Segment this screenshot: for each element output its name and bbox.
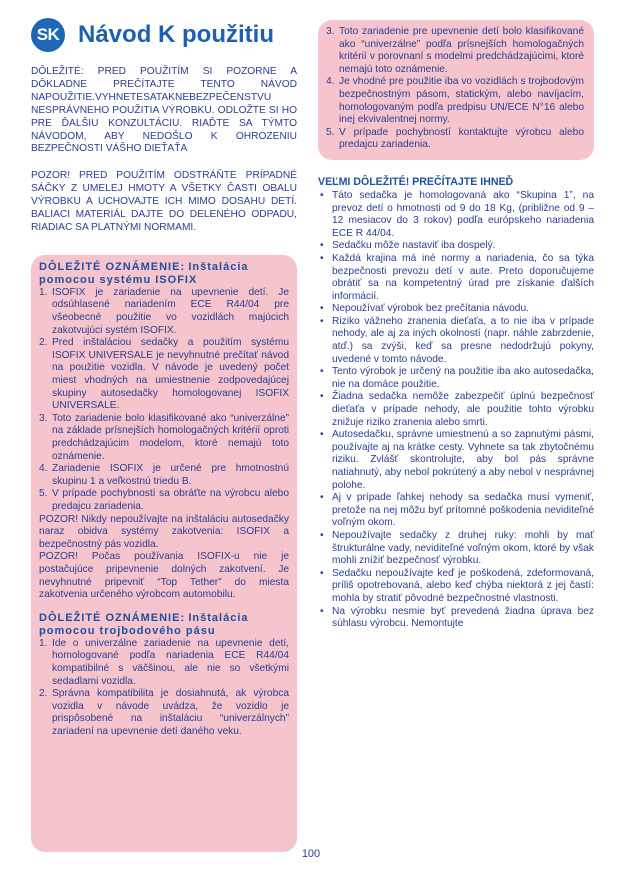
page-number: 100	[301, 848, 321, 860]
list-item: 2. Správna kompatibilita je dosiahnutá, ak výrobca vozidla v návode uvádza, že vozidlo je prispôsobené na inštaláciu “univerzálnych” zariadení na upevnenie detí daného veku.	[39, 688, 289, 737]
list-item: • Nepoužívať výrobok bez prečítania návodu.	[318, 303, 594, 316]
isofix-notice-box	[31, 255, 297, 852]
list-item: 3. Toto zariadenie bolo klasifikované ako “univerzálne” na základe prísnejších homologačných kritérií oproti predchádzajúcim modelom, ktoré nemajú toto oznámenie.	[39, 412, 289, 462]
page-title: Návod K použitiu	[78, 21, 274, 48]
list-item: • Riziko vážneho zranenia dieťaťa, a to nie iba v prípade nehody, ale aj za iných okolností (napr. náhle zabrzdenie, atď.) sa zvýši, keď sa presne nedodržujú pokyny, uvedené v tomto návode.	[318, 316, 594, 366]
right-column	[318, 20, 594, 631]
belt-list-continued	[326, 26, 584, 152]
list-item: • Autosedačku, správne umiestnenú a so zapnutými pásmi, používajte aj na krátke cesty. Vyhnete sa tak zbytočnému riziku. Zvlášť skontrolujte, aby bol pás správne natiahnutý, aby nebol pokrútený a aby nebol v nesprávnej polohe.	[318, 429, 594, 492]
belt-list	[39, 638, 289, 739]
list-item: 5. V prípade pochybností kontaktujte výrobcu alebo predajcu zariadenia.	[326, 126, 584, 151]
isofix-list	[39, 287, 289, 514]
important-list	[318, 190, 594, 631]
packaging-warning: POZOR! PRED POUŽITÍM ODSTRÁŇTE PRÍPADNÉ SÁČKY Z UMELEJ HMOTY A VŠETKY ČASTI OBALU VÝROBKU A UCHOVAJTE ICH MIMO DOSAHU DETÍ. BALIACI MATERIÁL DAJTE DO DELENÉHO ODPADU, RIADIAC SA PLATNÝMI NORMAMI.	[31, 170, 297, 233]
isofix-warning-2: POZOR! Počas používania ISOFIX-u nie je postačujúce pripevnenie dolných zakotvení. Je nevyhnutné pripevniť “Top Tether” do miesta zakotvenia určeného výrobcom automobilu.	[39, 551, 289, 601]
list-item: • Každá krajina má iné normy a nariadenia, čo sa týka bezpečnosti prevozu detí v aute. Preto doporučujeme obrátiť sa na kompetentný úrad pre získanie ďalších informácií.	[318, 253, 594, 303]
list-item: 1. Ide o univerzálne zariadenie na upevnenie detí, homologované podľa nariadenia ECE R44/04 kompatibilné s väčšinou, ale nie so všetkými sedadlami vozidla.	[39, 637, 289, 687]
header	[31, 18, 297, 52]
list-item: 5. V prípade pochybností sa obráťte na výrobcu alebo predajcu zariadenia.	[39, 488, 289, 512]
list-item: • Na výrobku nesmie byť prevedená žiadna úprava bez súhlasu výrobcu. Nemontujte	[318, 606, 594, 631]
list-item: • Aj v prípade ľahkej nehody sa sedačka musí vymeniť, pretože na nej môžu byť prítomné poškodenia neviditeľné voľným okom.	[318, 492, 594, 530]
list-item: 1. ISOFIX je zariadenie na upevnenie detí. Je odsúhlasené nariadením ECE R44/04 pre všeobecné použitie vo vozidlách majúcich zakotvujúci systém ISOFIX.	[39, 286, 289, 336]
list-item: • Táto sedačka je homologovaná ako “Skupina 1”, na prevoz detí o hmotnosti od 9 do 18 Kg, (približne od 9 – 12 mesiacov do 3 rokov) podľa európskeho nariadenia ECE R 44/04.	[318, 190, 594, 240]
list-item: • Nepoužívajte sedačky z druhej ruky: mohli by mať štrukturálne vady, neviditeľné voľným okom, ktoré by však mohli znížiť bezpečnosť výrobku.	[318, 530, 594, 568]
belt-notice-continued-box	[318, 20, 594, 160]
safety-warning: DÔLEŽITÉ: PRED POUŽITÍM SI POZORNE A DÔKLADNE PREČÍTAJTE TENTO NÁVOD NAPOUŽITIE.VYHNETESATAKNEBEZPEČENSTVU NESPRÁVNEHO POUŽITIA VÝROBKU. ODLOŽTE SI HO PRE ĎALŠIU KONZULTÁCIU. RIAĎTE SA TÝMTO NÁVODOM, ABY NEDOŠLO K OHROZENIU BEZPEČNOSTI VÁŠHO DIEŤAŤA	[31, 66, 297, 155]
belt-notice-title: DÔLEŽITÉ OZNÁMENIE: Inštalácia pomocou trojbodového pásu	[39, 611, 249, 637]
list-item: • Sedačku môže nastaviť iba dospelý.	[318, 240, 594, 253]
language-badge: SK	[31, 18, 65, 52]
list-item: 4. Je vhodné pre použitie iba vo vozidlách s trojbodovým bezpečnostným pásom, statickým, alebo navíjacím, homologovaným podľa predpisu UN/ECE N°16 alebo inej ekvivalentnej normy.	[326, 76, 584, 126]
list-item: 2. Pred inštaláciou sedačky a použitím systému ISOFIX UNIVERSALE je nevyhnutné prečítať návod na použitie vozidla. V návode je uvedený počet miest vhodných na umiestnenie zodpovedajúcej skupiny autosedačky homologovanej ISOFIX UNIVERSALE.	[39, 337, 289, 412]
important-title: VEĽMI DÔLEŽITÉ! PREČÍTAJTE IHNEĎ	[318, 175, 514, 188]
list-item: • Tento výrobok je určený na použitie iba ako autosedačka, nie na domáce použitie.	[318, 366, 594, 391]
list-item: 3. Toto zariadenie pre upevnenie detí bolo klasifikované ako “univerzálne” podľa prísnejších homologačných kritérií v porovnaní s modelmi predchádzajúcimi, ktoré nemajú toto oznámenie.	[326, 26, 584, 75]
isofix-notice-title: DÔLEŽITÉ OZNÁMENIE: Inštalácia pomocou systému ISOFIX	[39, 260, 249, 286]
list-item: • Sedačku nepoužívajte keď je poškodená, zdeformovaná, príliš opotrebovaná, alebo keď chýba niektorá z jej častí: mohla by stratiť pôvodné bezpečnostné vlastnosti.	[318, 568, 594, 606]
left-column	[31, 18, 297, 852]
isofix-warning-1: POZOR! Nikdy nepoužívajte na inštaláciu autosedačky naraz obidva systémy zakotvenia: ISOFIX a bezpečnostný pás vozidla.	[39, 513, 289, 550]
list-item: • Žiadna sedačka nemôže zabezpečiť úplnú bezpečnosť dieťaťa v prípade nehody, ale použitie tohto výrobku znižuje riziko zranenia alebo smrti.	[318, 391, 594, 429]
list-item: 4. Zariadenie ISOFIX je určené pre hmotnostnú skupinu 1 a veľkostnú triedu B.	[39, 463, 289, 487]
